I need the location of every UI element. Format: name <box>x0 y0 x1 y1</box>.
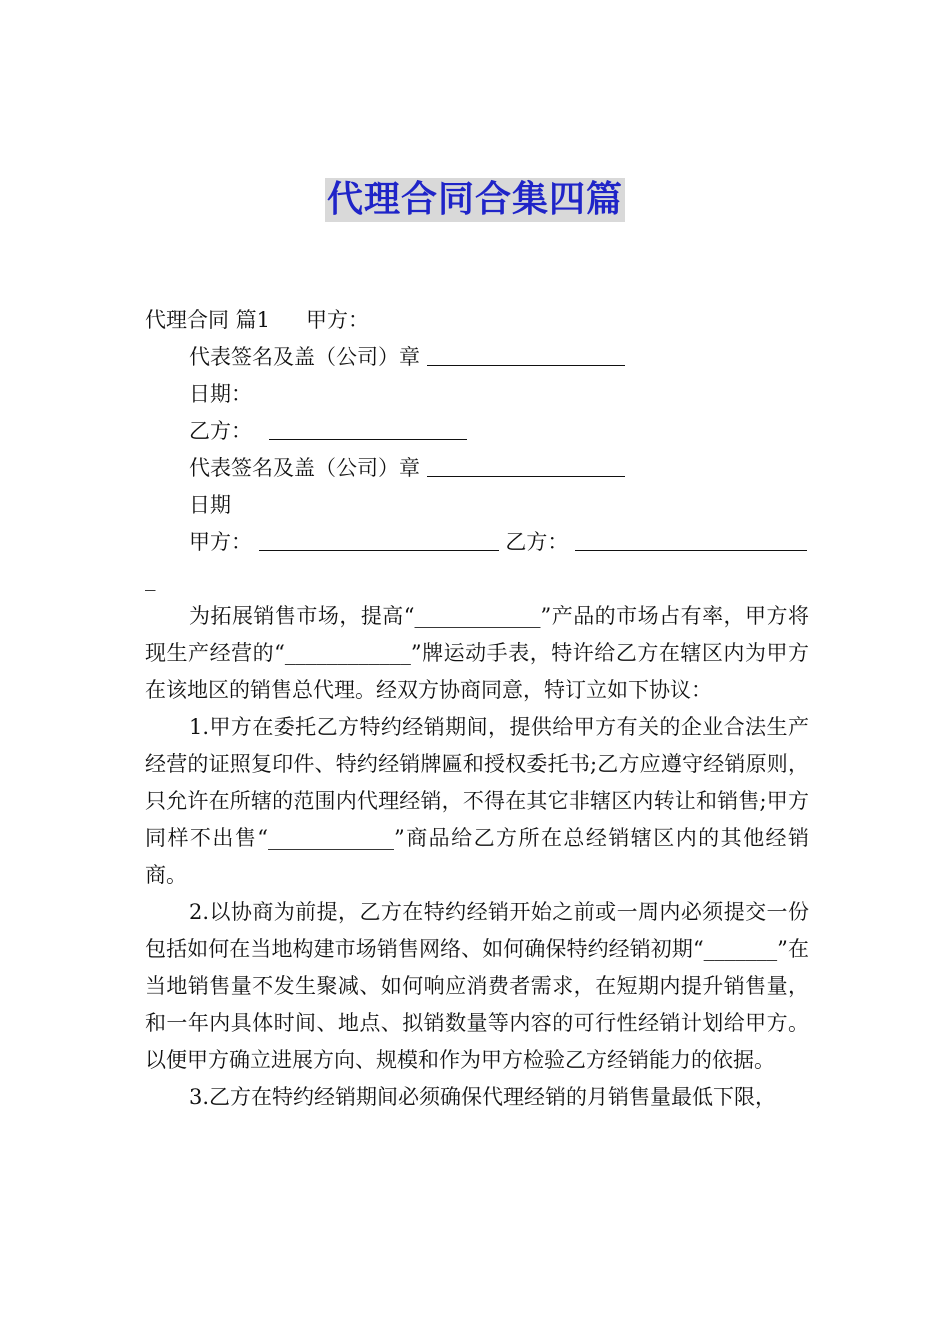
paragraph-clause-3: 3.乙方在特约经销期间必须确保代理经销的月销售量最低下限， <box>189 1085 777 1109</box>
signature-line-a <box>145 339 809 376</box>
signature-b-blank <box>427 452 625 477</box>
signature-a-blank <box>427 341 625 366</box>
party-a-blank <box>259 526 499 551</box>
document-body <box>145 302 809 1116</box>
party-b-blank-2 <box>575 526 807 551</box>
rep-sign-b-label: 代表签名及盖（公司）章 <box>189 456 420 480</box>
party-b-line: 乙方： <box>145 413 809 450</box>
date-b-line: 日期 <box>189 493 231 517</box>
signature-line-b <box>145 450 809 487</box>
trailing-mark: _ <box>145 567 156 591</box>
paragraph-intro: 为拓展销售市场，提高“____________”产品的市场占有率，甲方将现生产经营的“____________”牌运动手表，特许给乙方在辖区内为甲方在该地区的销售总代理。经双方协商同意，特订立如下协议： <box>145 604 809 702</box>
rep-sign-a-label: 代表签名及盖（公司）章 <box>189 345 420 369</box>
date-a-line: 日期： <box>189 382 252 406</box>
parties-line: 甲方： 乙方： <box>145 524 809 561</box>
paragraph-clause-1: 1.甲方在委托乙方特约经销期间，提供给甲方有关的企业合法生产经营的证照复印件、特约经销牌匾和授权委托书;乙方应遵守经销原则，只允许在所辖的范围内代理经销，不得在其它非辖区内转让和销售;甲方同样不出售“____________”商品给乙方所在总经销辖区内的其他经销商。 <box>145 715 809 887</box>
paragraph-clause-2: 2.以协商为前提，乙方在特约经销开始之前或一周内必须提交一份包括如何在当地构建市场销售网络、如何确保特约经销初期“_______”在当地销售量不发生聚减、如何响应消费者需求，在短期内提升销售量，和一年内具体时间、地点、拟销数量等内容的可行性经销计划给甲方。以便甲方确立进展方向、规模和作为甲方检验乙方经销能力的依据。 <box>145 900 809 1072</box>
document-title: 代理合同合集四篇 <box>326 179 623 220</box>
section-header <box>145 302 809 339</box>
party-a-label: 甲方： <box>306 308 370 332</box>
section-label: 代理合同 篇1 <box>145 308 271 332</box>
party-b-blank <box>269 415 467 440</box>
